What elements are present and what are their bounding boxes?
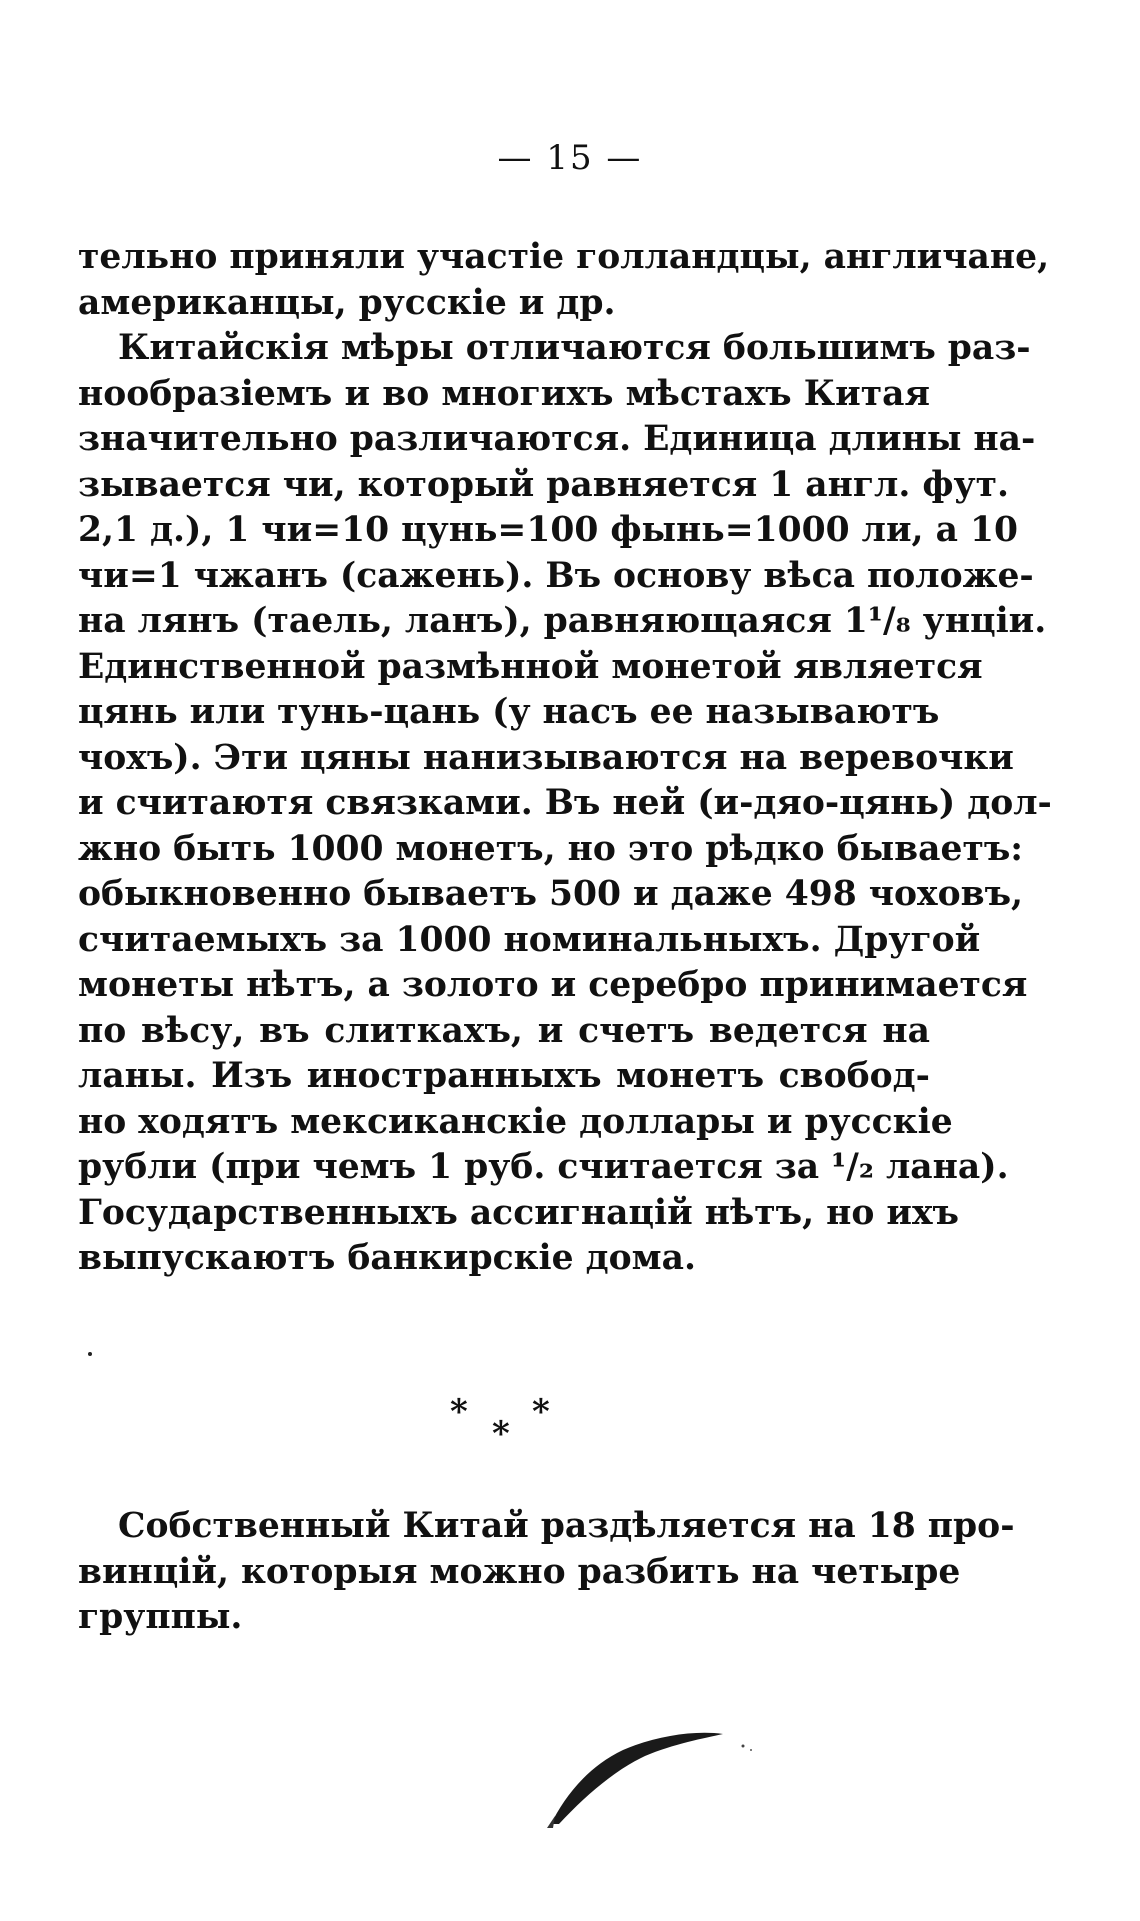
asterisk-glyph: * <box>450 1392 468 1432</box>
text-line: чи=1 чжанъ (сажень). Въ основу вѣса положе- <box>78 555 1034 596</box>
text-line: выпускаютъ банкирскіе дома. <box>78 1238 696 1278</box>
text-line: тельно приняли участіе голландцы, англичане, <box>78 237 1050 277</box>
text-line: обыкновенно бываетъ 500 и даже 498 чоховъ, <box>78 874 1024 914</box>
asterisk-glyph: * <box>532 1392 550 1432</box>
text-line: группы. <box>78 1597 243 1637</box>
print-speck <box>88 1352 92 1356</box>
text-line: жно быть 1000 монетъ, но это рѣдко бываетъ: <box>78 828 1024 869</box>
section-separator-asterism <box>440 1392 560 1462</box>
text-line: по вѣсу, въ слиткахъ, и счетъ ведется на <box>78 1010 930 1051</box>
main-text-block <box>78 235 1052 1282</box>
text-line: винцій, которыя можно разбить на четыре <box>78 1551 961 1592</box>
text-line: и считаютя связками. Въ ней (и-дяо-цянь) дол- <box>78 783 1052 823</box>
text-line: зывается чи, который равняется 1 англ. фут. <box>78 464 1009 505</box>
text-line: чохъ). Эти цяны нанизываются на веревочки <box>78 737 1014 778</box>
ink-smudge-mark <box>545 1720 775 1830</box>
closing-text-block <box>78 1504 1015 1641</box>
asterisk-glyph: * <box>492 1414 510 1454</box>
text-line: рубли (при чемъ 1 руб. считается за ¹/₂ лана). <box>78 1147 1009 1187</box>
text-line: американцы, русскіе и др. <box>78 282 616 323</box>
text-line: на лянъ (таель, ланъ), равняющаяся 1¹/₈ унціи. <box>78 601 1047 641</box>
paragraph-start-line: Собственный Китай раздѣляется на 18 про- <box>118 1506 1015 1546</box>
text-line: нообразіемъ и во многихъ мѣстахъ Китая <box>78 373 930 414</box>
text-line: монеты нѣтъ, а золото и серебро принимается <box>78 965 1028 1005</box>
text-line: но ходятъ мексиканскіе доллары и русскіе <box>78 1101 953 1142</box>
paragraph-start-line: Китайскія мѣры отличаются большимъ раз- <box>118 328 1031 368</box>
text-line: 2,1 д.), 1 чи=10 цунь=100 фынь=1000 ли, а 10 <box>78 510 1018 550</box>
text-line: Государственныхъ ассигнацій нѣтъ, но ихъ <box>78 1192 959 1233</box>
text-line: ланы. Изъ иностранныхъ монетъ свобод- <box>78 1056 930 1096</box>
text-line: считаемыхъ за 1000 номинальныхъ. Другой <box>78 919 981 960</box>
page-number: — 15 — <box>497 138 643 178</box>
text-line: значительно различаются. Единица длины на- <box>78 419 1036 459</box>
text-line: цянь или тунь-цань (у насъ ее называютъ <box>78 692 940 732</box>
text-line: Единственной размѣнной монетой является <box>78 646 983 687</box>
